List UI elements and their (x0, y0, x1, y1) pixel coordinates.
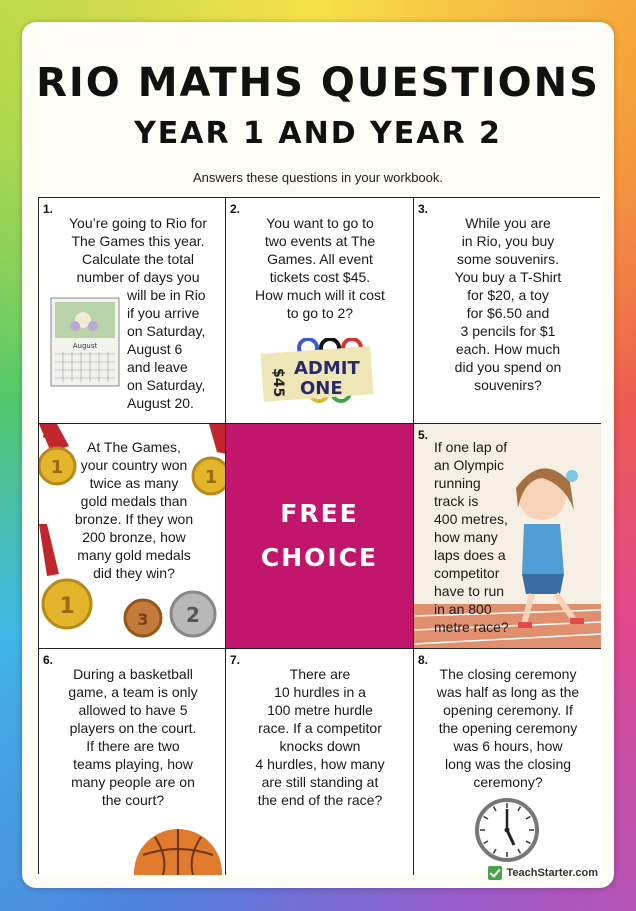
question-text: You want to go to two events at The Games. All event tickets cost $45. How much will it cost to go to 2? (255, 215, 385, 321)
question-number: 8. (418, 653, 429, 667)
question-cell-2 (226, 198, 414, 424)
free-choice-label: FREE CHOICE (260, 499, 379, 572)
question-cell-8 (414, 649, 601, 875)
basketball-icon (133, 825, 223, 875)
page-subtitle: YEAR 1 AND YEAR 2 (134, 116, 502, 151)
question-text: During a basketball game, a team is only allowed to have 5 players on the court. If there are two teams playing, how many people are on the court? (68, 666, 198, 808)
svg-text:ADMIT: ADMIT (294, 358, 360, 379)
svg-text:ONE: ONE (300, 378, 343, 399)
svg-text:August: August (72, 342, 98, 350)
worksheet-page (22, 22, 614, 888)
question-number: 2. (230, 202, 241, 216)
brand-name: TeachStarter.com (506, 867, 598, 879)
question-text: If one lap of an Olympic running track is 400 metres, how many laps does a competitor have to run in an 800 metre race? (434, 439, 509, 635)
ticket-icon (252, 338, 382, 418)
free-choice-cell (226, 424, 414, 649)
checkmark-logo-icon (488, 866, 502, 880)
question-text: At The Games, your country won twice as many gold medals than bronze. If they won 200 bronze, how many gold medals did they win? (74, 439, 194, 581)
svg-text:1: 1 (50, 457, 64, 478)
clock-icon (474, 797, 540, 863)
question-number: 1. (43, 202, 54, 216)
question-text: The closing ceremony was half as long as the opening ceremony. If the opening ceremony was 6 hours, how long was the closing ceremony? (436, 666, 580, 790)
svg-text:2: 2 (186, 603, 200, 627)
svg-text:$45: $45 (270, 368, 286, 398)
calendar-icon (49, 296, 121, 388)
question-number: 6. (43, 653, 54, 667)
brand-footer (488, 866, 598, 880)
question-cell-1 (39, 198, 226, 424)
question-text-side: will be in Rio if you arrive on Saturday, August 6 and leave on Saturday, August 20. (127, 287, 206, 411)
instructions: Answers these questions in your workbook. (192, 170, 443, 185)
svg-text:1: 1 (59, 594, 75, 619)
question-number: 7. (230, 653, 241, 667)
question-grid (38, 197, 600, 874)
page-title: RIO MATHS QUESTIONS (36, 60, 600, 106)
question-text: While you are in Rio, you buy some souvenirs. You buy a T-Shirt for $20, a toy for $6.50 and 3 pencils for $1 each. How much did you spend on souvenirs? (454, 215, 562, 393)
question-text: There are 10 hurdles in a 100 metre hurdle race. If a competitor knocks down 4 hurdles, how many are still standing at the end of the race? (255, 666, 385, 808)
question-cell-6 (39, 649, 226, 875)
question-cell-5 (414, 424, 601, 649)
question-cell-4 (39, 424, 226, 649)
question-cell-3 (414, 198, 601, 424)
svg-text:3: 3 (137, 610, 149, 629)
svg-text:1: 1 (204, 467, 218, 488)
question-number: 5. (418, 428, 429, 442)
question-cell-7 (226, 649, 414, 875)
question-text: You’re going to Rio for The Games this year. Calculate the total number of days you (68, 215, 208, 285)
question-number: 3. (418, 202, 429, 216)
